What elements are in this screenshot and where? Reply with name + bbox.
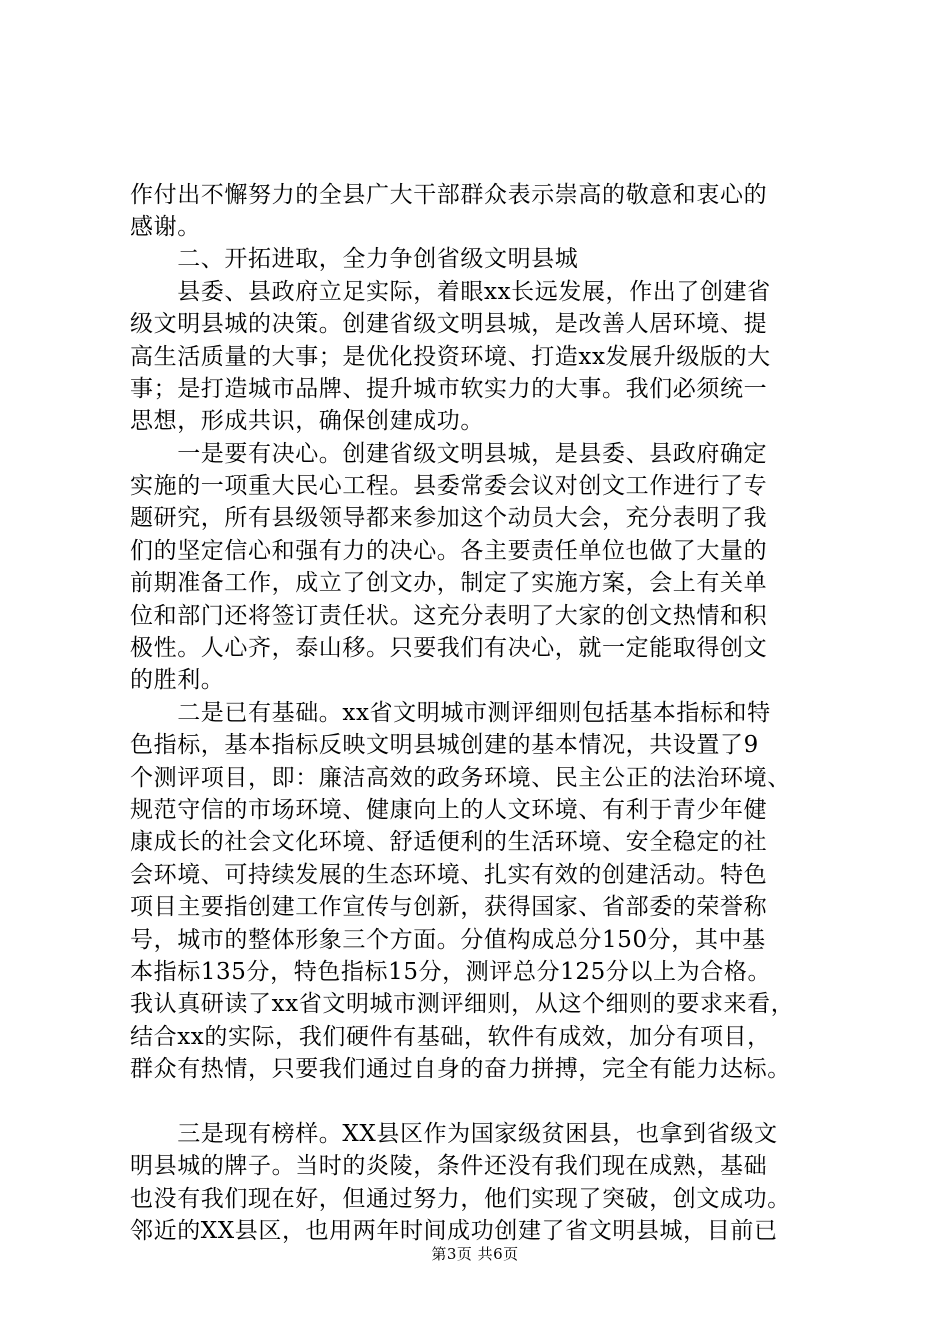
text-line: 规范守信的市场环境、健康向上的人文环境、有利于青少年健 <box>130 797 768 823</box>
text-line: 题研究，所有县级领导都来参加这个动员大会，充分表明了我 <box>130 505 768 531</box>
text-line: 明县城的牌子。当时的炎陵，条件还没有我们现在成熟，基础 <box>130 1153 768 1179</box>
text-line: 的胜利。 <box>130 667 225 693</box>
text-line: 群众有热情，只要我们通过自身的奋力拼搏，完全有能力达标。 <box>130 1056 791 1082</box>
text-line: 极性。人心齐，泰山移。只要我们有决心，就一定能取得创文 <box>130 635 768 661</box>
text-line: 康成长的社会文化环境、舒适便利的生活环境、安全稳定的社 <box>130 829 768 855</box>
section-heading: 二、开拓进取，全力争创省级文明县城 <box>130 246 579 272</box>
text-line: 结合xx的实际，我们硬件有基础，软件有成效，加分有项目， <box>130 1024 771 1050</box>
text-line: 邻近的XX县区，也用两年时间成功创建了省文明县城，目前已 <box>130 1218 778 1244</box>
text-line: 项目主要指创建工作宣传与创新，获得国家、省部委的荣誉称 <box>130 894 768 920</box>
text-line: 思想，形成共识，确保创建成功。 <box>130 408 484 434</box>
text-line: 事；是打造城市品牌、提升城市软实力的大事。我们必须统一 <box>130 376 768 402</box>
blank-line <box>130 1086 830 1118</box>
page-number-footer: 第3页 共6页 <box>431 1245 519 1263</box>
text-line: 们的坚定信心和强有力的决心。各主要责任单位也做了大量的 <box>130 538 768 564</box>
text-line: 级文明县城的决策。创建省级文明县城，是改善人居环境、提 <box>130 311 768 337</box>
text-line: 号，城市的整体形象三个方面。分值构成总分150分，其中基 <box>130 927 766 953</box>
text-line: 实施的一项重大民心工程。县委常委会议对创文工作进行了专 <box>130 473 768 499</box>
text-line: 也没有我们现在好，但通过努力，他们实现了突破，创文成功。 <box>130 1186 791 1212</box>
text-line: 本指标135分，特色指标15分，测评总分125分以上为合格。 <box>130 959 772 985</box>
text-line: 二是已有基础。xx省文明城市测评细则包括基本指标和特 <box>130 700 771 726</box>
text-line: 县委、县政府立足实际，着眼xx长远发展，作出了创建省 <box>130 279 771 305</box>
text-line: 位和部门还将签订责任状。这充分表明了大家的创文热情和积 <box>130 603 768 629</box>
text-line: 感谢。 <box>130 214 201 240</box>
text-line: 会环境、可持续发展的生态环境、扎实有效的创建活动。特色 <box>130 862 768 888</box>
text-line: 作付出不懈努力的全县广大干部群众表示崇高的敬意和衷心的 <box>130 182 768 208</box>
text-line: 三是现有榜样。XX县区作为国家级贫困县，也拿到省级文 <box>130 1121 778 1147</box>
text-line: 一是要有决心。创建省级文明县城，是县委、县政府确定 <box>130 441 768 467</box>
text-line: 前期准备工作，成立了创文办，制定了实施方案，会上有关单 <box>130 570 768 596</box>
text-line: 色指标，基本指标反映文明县城创建的基本情况，共设置了9 <box>130 732 759 758</box>
text-line: 我认真研读了xx省文明城市测评细则，从这个细则的要求来看， <box>130 991 795 1017</box>
text-line: 个测评项目，即：廉洁高效的政务环境、民主公正的法治环境、 <box>130 765 791 791</box>
text-line: 高生活质量的大事；是优化投资环境、打造xx发展升级版的大 <box>130 344 771 370</box>
